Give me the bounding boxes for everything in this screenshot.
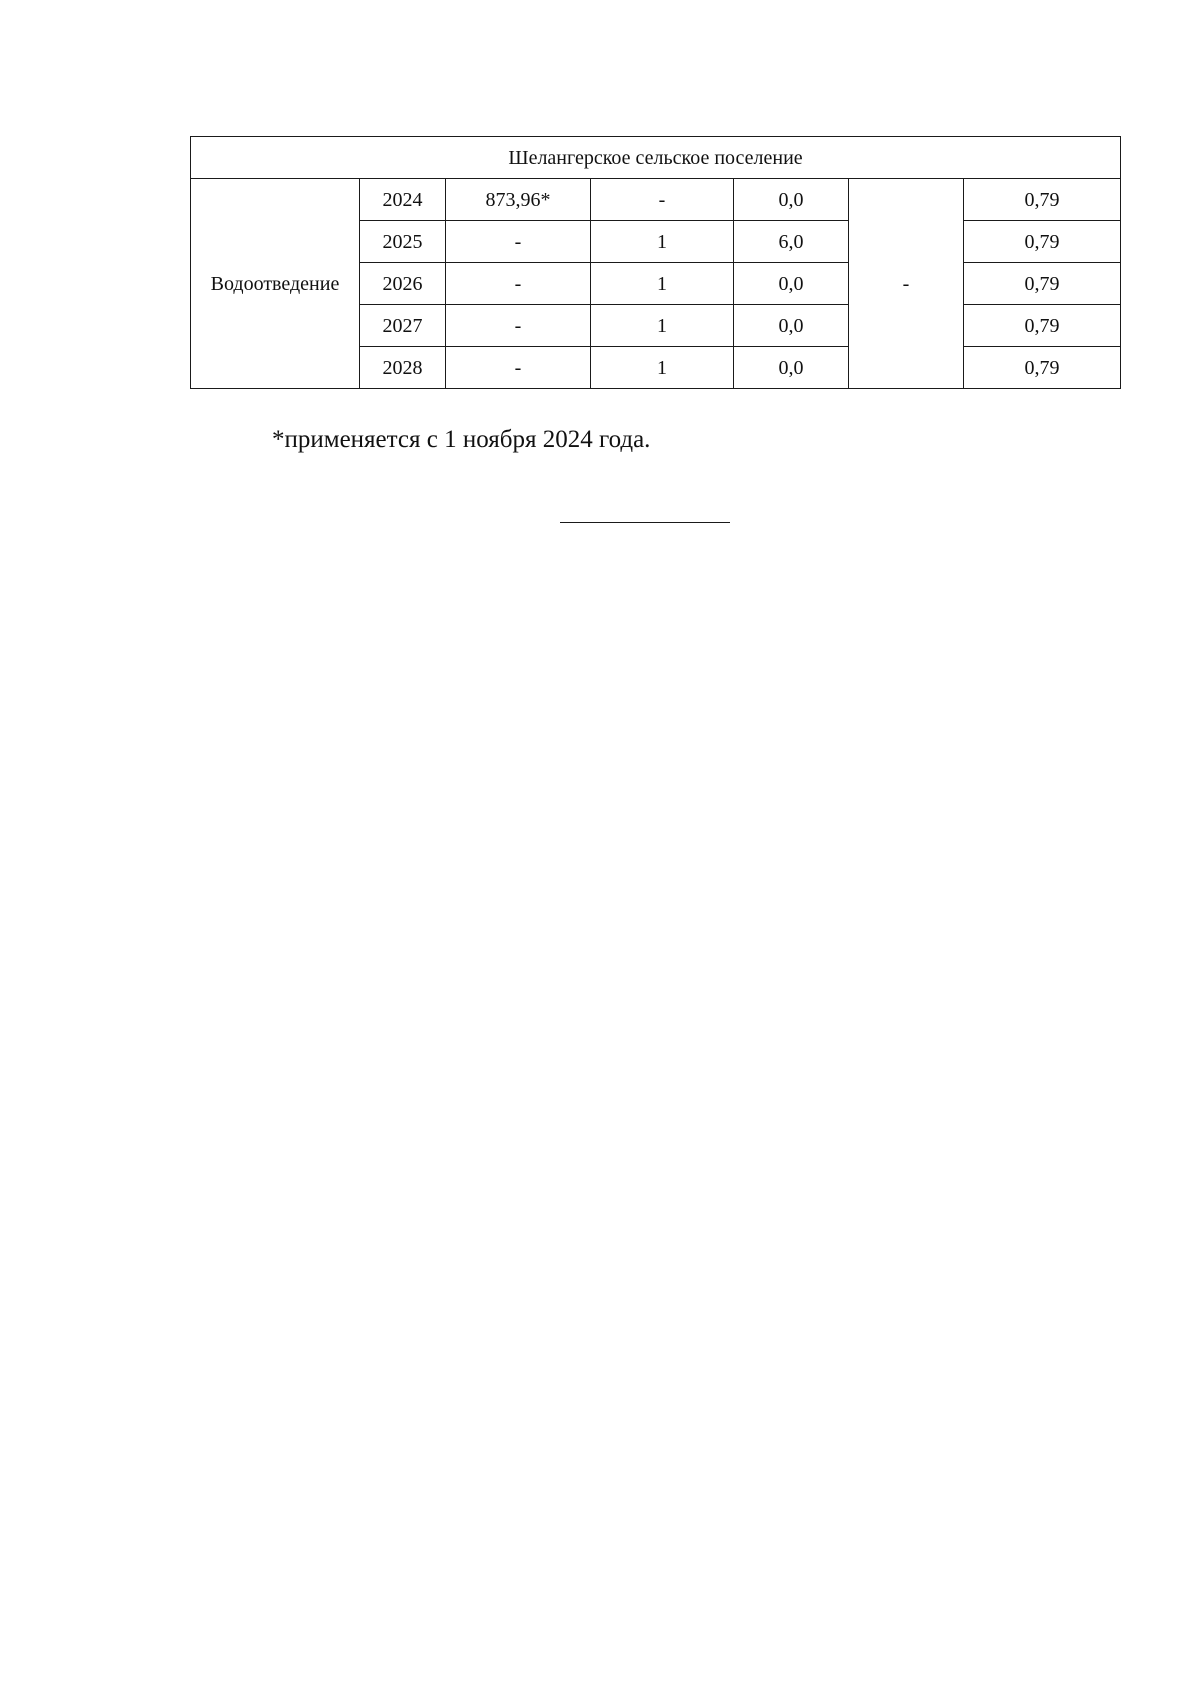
value-cell: 873,96* xyxy=(446,179,591,221)
value-cell: 0,79 xyxy=(964,263,1121,305)
value-cell: 1 xyxy=(591,347,734,389)
service-name: Водоотведение xyxy=(191,179,360,389)
value-cell: - xyxy=(446,347,591,389)
year-cell: 2025 xyxy=(360,221,446,263)
end-divider xyxy=(560,522,730,523)
table-title-row xyxy=(191,137,1121,179)
value-cell: 6,0 xyxy=(734,221,849,263)
value-cell: 0,0 xyxy=(734,179,849,221)
value-cell: 0,0 xyxy=(734,263,849,305)
tariff-table xyxy=(190,136,1121,389)
value-cell: - xyxy=(446,305,591,347)
year-cell: 2028 xyxy=(360,347,446,389)
footnote: *применяется с 1 ноября 2024 года. xyxy=(272,426,651,453)
value-cell: 0,79 xyxy=(964,179,1121,221)
merged-value-cell: - xyxy=(849,179,964,389)
value-cell: 0,79 xyxy=(964,305,1121,347)
value-cell: 1 xyxy=(591,263,734,305)
value-cell: - xyxy=(591,179,734,221)
value-cell: 0,0 xyxy=(734,305,849,347)
table-row xyxy=(191,179,1121,221)
value-cell: 0,79 xyxy=(964,221,1121,263)
year-cell: 2027 xyxy=(360,305,446,347)
value-cell: 0,0 xyxy=(734,347,849,389)
year-cell: 2026 xyxy=(360,263,446,305)
value-cell: 1 xyxy=(591,221,734,263)
value-cell: - xyxy=(446,263,591,305)
value-cell: - xyxy=(446,221,591,263)
value-cell: 0,79 xyxy=(964,347,1121,389)
table-title: Шелангерское сельское поселение xyxy=(191,137,1121,179)
value-cell: 1 xyxy=(591,305,734,347)
year-cell: 2024 xyxy=(360,179,446,221)
